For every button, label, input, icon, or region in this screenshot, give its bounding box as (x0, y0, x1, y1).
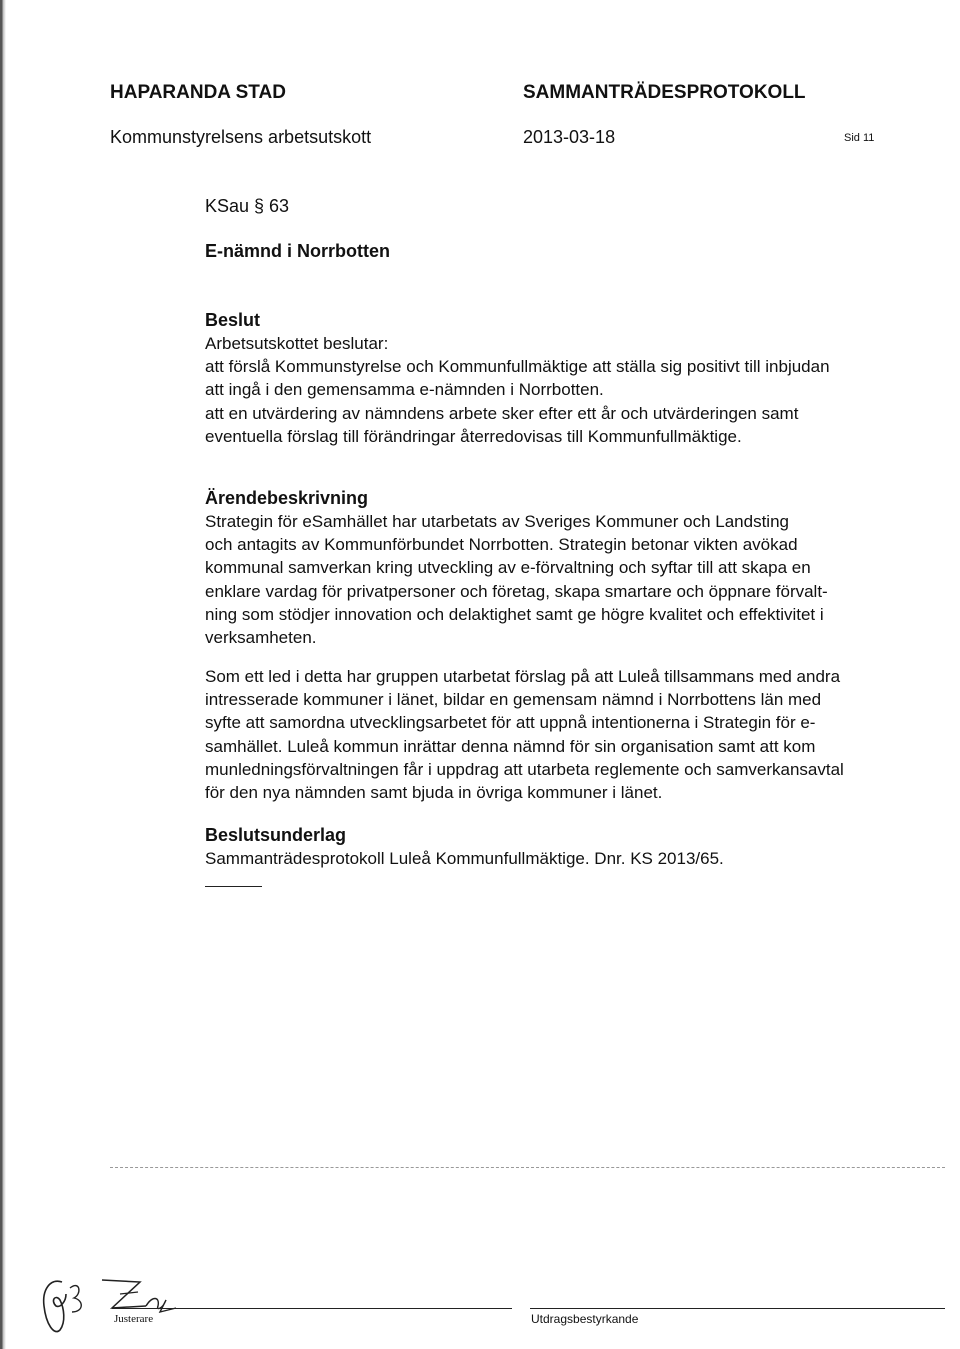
beslutsunderlag-text: Sammanträdesprotokoll Luleå Kommunfullmäktige. Dnr. KS 2013/65. (205, 849, 724, 868)
arendebeskrivning-line: enklare vardag för privatpersoner och företag, skapa smartare och öppnare förvalt- (205, 581, 828, 601)
beslut-line: att en utvärdering av nämndens arbete sker efter ett år och utvärderingen samt (205, 403, 799, 423)
department-name: Kommunstyrelsens arbetsutskott (110, 127, 372, 147)
section-id: KSau § 63 (205, 196, 290, 216)
arendebeskrivning-line: och antagits av Kommunförbundet Norrbotten. Strategin betonar vikten avökad (205, 535, 798, 555)
end-rule (205, 886, 262, 887)
page-number: Sid 11 (844, 132, 875, 144)
paragraph-line: intresserade kommuner i länet, bildar en gemensam nämnd i Norrbottens län med (205, 690, 822, 710)
beslut-line: att förslå Kommunstyrelse och Kommunfullmäktige att ställa sig positivt till inbjudan (205, 357, 830, 377)
beslut-block (205, 309, 935, 448)
beslutsunderlag-block (205, 824, 935, 870)
beslut-line: eventuella förslag till förändringar återredovisas till Kommunfullmäktige. (205, 426, 742, 446)
section-title: E-nämnd i Norrbotten (205, 241, 390, 261)
scan-edge (0, 0, 6, 1349)
paragraph-line: för den nya nämnden samt bjuda in övriga kommuner i länet. (205, 783, 663, 803)
paragraph-line: syfte att samordna utvecklingsarbetet för att uppnå intentionerna i Strategin för e- (205, 713, 816, 733)
paragraph-line: munledningsförvaltningen får i uppdrag att utarbeta reglemente och samverkansavtal (205, 759, 844, 779)
utdragsbestyrkande-line (530, 1308, 945, 1309)
paragraph-line: samhället. Luleå kommun inrättar denna nämnd för sin organisation samt att kom (205, 736, 816, 756)
beslut-line: Arbetsutskottet beslutar: (205, 334, 389, 353)
beslutsunderlag-heading: Beslutsunderlag (205, 825, 347, 845)
arendebeskrivning-line: verksamheten. (205, 628, 317, 648)
paragraph-line: Som ett led i detta har gruppen utarbetat förslag på att Luleå tillsammans med andra (205, 667, 841, 686)
justerare-line (112, 1308, 512, 1309)
footer-separator (110, 1167, 945, 1168)
arendebeskrivning-heading: Ärendebeskrivning (205, 488, 369, 508)
document-title: SAMMANTRÄDESPROTOKOLL (523, 82, 806, 103)
utdragsbestyrkande-label: Utdragsbestyrkande (531, 1312, 639, 1326)
justerare-label: Justerare (114, 1313, 154, 1325)
beslut-heading: Beslut (205, 310, 261, 330)
arendebeskrivning-block (205, 487, 935, 649)
arendebeskrivning-line: kommunal samverkan kring utveckling av e-förvaltning och syftar till att skapa en (205, 558, 811, 578)
meeting-date: 2013-03-18 (523, 127, 616, 147)
organization-name: HAPARANDA STAD (110, 82, 286, 103)
arendebeskrivning-line: ning som stödjer innovation och delaktighet samt ge högre kvalitet och effektivitet i (205, 604, 824, 624)
arendebeskrivning-line: Strategin för eSamhället har utarbetats av Sveriges Kommuner och Landsting (205, 512, 789, 531)
paragraph-block (205, 665, 935, 804)
beslut-line: att ingå i den gemensamma e-nämnden i Norrbotten. (205, 380, 604, 400)
signature-initials (20, 1250, 220, 1340)
